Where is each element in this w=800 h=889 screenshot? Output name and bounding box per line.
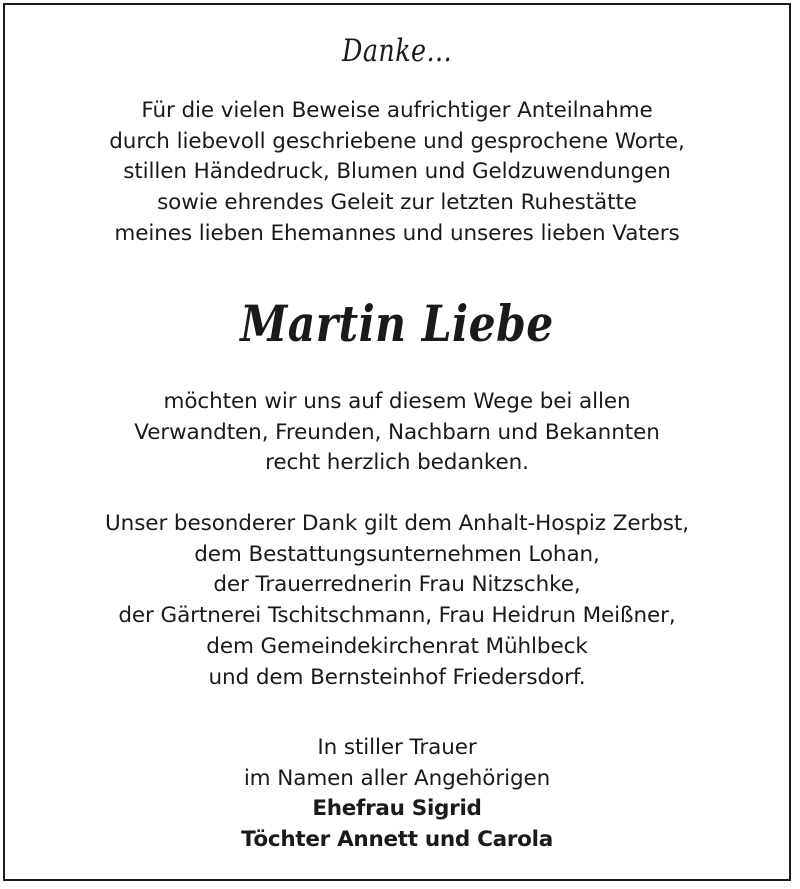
obituary-thank-you-card [3,3,791,881]
intro-line: sowie ehrendes Geleit zur letzten Ruhestätte [157,190,637,216]
on-behalf-text: im Namen aller Angehörigen [243,765,551,791]
intro-line: meines lieben Ehemannes und unseres lieben Vaters [114,220,680,246]
intro-line: stillen Händedruck, Blumen und Geldzuwendungen [123,159,671,185]
thanks-paragraph [5,387,789,479]
special-thanks-line: und dem Bernsteinhof Friedersdorf. [208,664,586,690]
thanks-line: Verwandten, Freunden, Nachbarn und Bekannten [134,419,660,445]
heading-danke: Danke... [342,33,452,69]
closing-text: In stiller Trauer [317,735,477,760]
special-thanks-line: dem Gemeindekirchenrat Mühlbeck [206,633,588,659]
special-thanks-line: Unser besonderer Dank gilt dem Anhalt-Hospiz Zerbst, [105,511,689,536]
signer-wife: Ehefrau Sigrid [312,796,482,822]
deceased-name: Martin Liebe [240,294,554,353]
intro-line: Für die vielen Beweise aufrichtiger Anteilnahme [141,98,653,123]
special-thanks-paragraph [5,509,789,693]
thanks-line: möchten wir uns auf diesem Wege bei allen [163,389,631,414]
thanks-line: recht herzlich bedanken. [265,450,529,476]
signature-block [5,733,789,856]
special-thanks-line: dem Bestattungsunternehmen Lohan, [194,541,600,567]
intro-paragraph [5,96,789,250]
special-thanks-line: der Gärtnerei Tschitschmann, Frau Heidrun Meißner, [118,603,676,629]
signer-daughters: Töchter Annett und Carola [241,827,553,853]
intro-line: durch liebevoll geschriebene und gesprochene Worte, [109,128,685,154]
special-thanks-line: der Trauerrednerin Frau Nitzschke, [213,572,581,598]
